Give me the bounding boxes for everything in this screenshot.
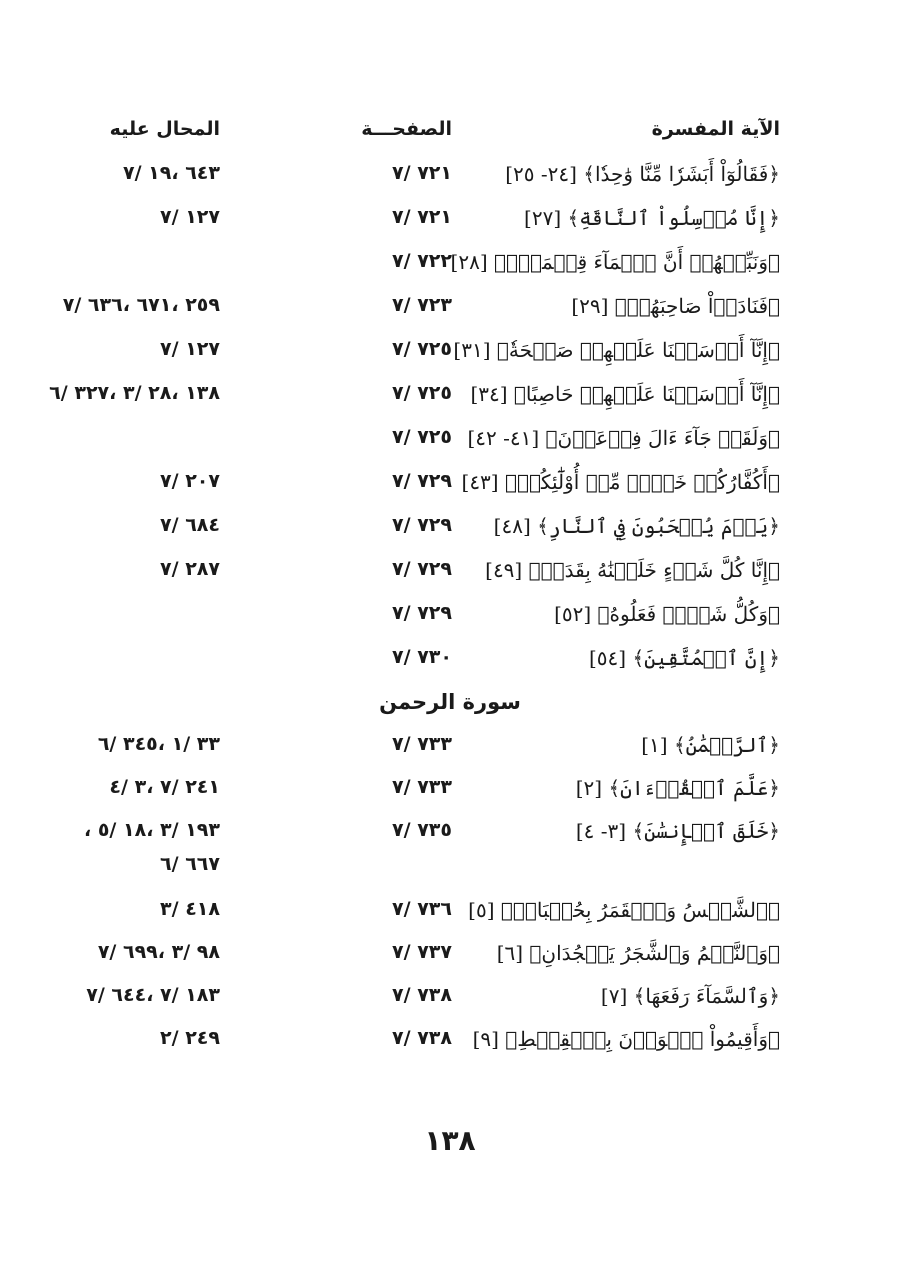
verse-cell: ﴿وَٱلنَّجۡمُ وَٱلشَّجَرُ يَسۡجُدَانِ﴾ [٦] (496, 941, 780, 965)
verse-cell: ﴿ٱلشَّمۡسُ وَٱلۡقَمَرُ بِحُسۡبَانٖ﴾ [٥] (468, 898, 780, 922)
verse-cell: ﴿وَٱلسَّمَآءَ رَفَعَهَا﴾ [٧] (600, 984, 780, 1008)
header-verse: الآية المفسرة (651, 118, 780, 140)
page-cell: ٧٣٣ /٧ (392, 776, 452, 798)
page-cell: ٧٣٥ /٧ (392, 819, 452, 841)
table-row (0, 776, 900, 816)
verse-cell: ﴿خَلَقَ ٱلۡإِنسَٰنَ﴾ [٣- ٤] (575, 819, 780, 843)
reference-cell: ١٣٨ ،٢٨ /٣ ،٣٢٧ /٦ (49, 382, 220, 404)
page-cell: ٧٢٥ /٧ (392, 338, 452, 360)
page-cell: ٧٣٧ /٧ (392, 941, 452, 963)
table-row (0, 294, 900, 334)
header-reference: المحال عليه (109, 118, 220, 140)
reference-cell: ٦٨٤ /٧ (160, 514, 220, 536)
page-cell: ٧٢٩ /٧ (392, 558, 452, 580)
table-row (0, 250, 900, 290)
verse-cell: ﴿إِنَّ ٱلۡمُتَّقِينَ﴾ [٥٤] (588, 646, 780, 670)
page-cell: ٧٢٥ /٧ (392, 426, 452, 448)
verse-cell: ﴿إِنَّا مُرۡسِلُواْ ٱلنَّاقَةِ﴾ [٢٧] (524, 206, 780, 230)
table-row (0, 338, 900, 378)
table-row (0, 426, 900, 466)
surah-title: سورة الرحمن (379, 690, 521, 714)
table-row (0, 941, 900, 981)
verse-cell: ﴿إِنَّا كُلَّ شَيۡءٍ خَلَقۡنَٰهُ بِقَدَرٖ﴾ [٤٩] (485, 558, 780, 582)
page-cell: ٧٢٩ /٧ (392, 470, 452, 492)
table-row (0, 382, 900, 422)
reference-continuation: ٦٦٧ /٦ (160, 853, 220, 875)
verse-cell: ﴿إِنَّآ أَرۡسَلۡنَا عَلَيۡهِمۡ صَيۡحَةٗ﴾ [٣١] (453, 338, 780, 362)
table-row (0, 1027, 900, 1067)
table-row (0, 733, 900, 773)
table-row (0, 898, 900, 938)
reference-cell: ٢٥٩ ،٦٧١ ،٦٣٦ /٧ (62, 294, 220, 316)
verse-cell: ﴿وَلَقَدۡ جَآءَ ءَالَ فِرۡعَوۡنَ﴾ [٤١- ٤٢] (467, 426, 780, 450)
reference-cell: ١٢٧ /٧ (160, 206, 220, 228)
reference-cell: ٢٤٩ /٢ (160, 1027, 220, 1049)
table-row (0, 206, 900, 246)
header-page: الصفحـــة (361, 118, 452, 140)
page-cell: ٧٢١ /٧ (392, 206, 452, 228)
page-cell: ٧٢٩ /٧ (392, 602, 452, 624)
page-cell: ٧٢٣ /٧ (392, 294, 452, 316)
table-row (0, 514, 900, 554)
reference-cell: ٢٠٧ /٧ (160, 470, 220, 492)
verse-cell: ﴿ٱلرَّحۡمَٰنُ﴾ [١] (641, 733, 780, 757)
verse-cell: ﴿وَأَقِيمُواْ ٱلۡوَزۡنَ بِٱلۡقِسۡطِ﴾ [٩] (472, 1027, 780, 1051)
table-row (0, 162, 900, 202)
page-cell: ٧٣٨ /٧ (392, 984, 452, 1006)
table-row (0, 984, 900, 1024)
reference-cell: ١٨٣ /٧ ،٦٤٤ /٧ (86, 984, 220, 1006)
verse-cell: ﴿يَوۡمَ يُسۡحَبُونَ فِي ٱلنَّارِ﴾ [٤٨] (493, 514, 780, 538)
page-cell: ٧٢٥ /٧ (392, 382, 452, 404)
table-row (0, 646, 900, 686)
page-cell: ٧٣٠ /٧ (392, 646, 452, 668)
page-cell: ٧٢٩ /٧ (392, 514, 452, 536)
reference-cell: ١٢٧ /٧ (160, 338, 220, 360)
page-number: ١٣٨ (424, 1124, 476, 1157)
reference-cell: ٢٨٧ /٧ (160, 558, 220, 580)
page-cell: ٧٣٨ /٧ (392, 1027, 452, 1049)
page-cell: ٧٢١ /٧ (392, 162, 452, 184)
table-row (0, 470, 900, 510)
page-cell: ٧٣٦ /٧ (392, 898, 452, 920)
verse-cell: ﴿وَنَبِّئۡهُمۡ أَنَّ ٱلۡمَآءَ قِسۡمَةُۢ﴾ [٢٨] (450, 250, 780, 274)
page-cell: ٧٢٢ /٧ (392, 250, 452, 272)
verse-cell: ﴿وَكُلُّ شَيۡءٖ فَعَلُوهُ﴾ [٥٢] (554, 602, 780, 626)
reference-cell: ٦٤٣ ،١٩ /٧ (122, 162, 220, 184)
verse-cell: ﴿عَلَّمَ ٱلۡقُرۡءَانَ﴾ [٢] (575, 776, 780, 800)
table-row (0, 558, 900, 598)
verse-cell: ﴿أَكُفَّارُكُمۡ خَيۡرٞ مِّنۡ أُوْلَٰٓئِكُمۡ﴾ [٤٣] (461, 470, 780, 494)
verse-cell: ﴿إِنَّآ أَرۡسَلۡنَا عَلَيۡهِمۡ حَاصِبًا﴾ [٣٤] (470, 382, 780, 406)
verse-cell: ﴿فَقَالُوٓاْ أَبَشَرٗا مِّنَّا وَٰحِدٗا﴾ [٢٤- ٢٥] (505, 162, 780, 186)
table-row (0, 819, 900, 859)
reference-cell: ١٩٣ /٣ ،١٨ /٥ ، (83, 819, 220, 841)
page-cell: ٧٣٣ /٧ (392, 733, 452, 755)
verse-cell: ﴿فَنَادَوۡاْ صَاحِبَهُمۡ﴾ [٢٩] (571, 294, 780, 318)
reference-cell: ٩٨ /٣ ،٦٩٩ /٧ (97, 941, 220, 963)
reference-cell: ٣٣ /١ ،٣٤٥ /٦ (97, 733, 220, 755)
reference-cell: ٢٤١ /٧ ،٣ /٤ (109, 776, 220, 798)
table-row (0, 602, 900, 642)
reference-cell: ٤١٨ /٣ (160, 898, 220, 920)
